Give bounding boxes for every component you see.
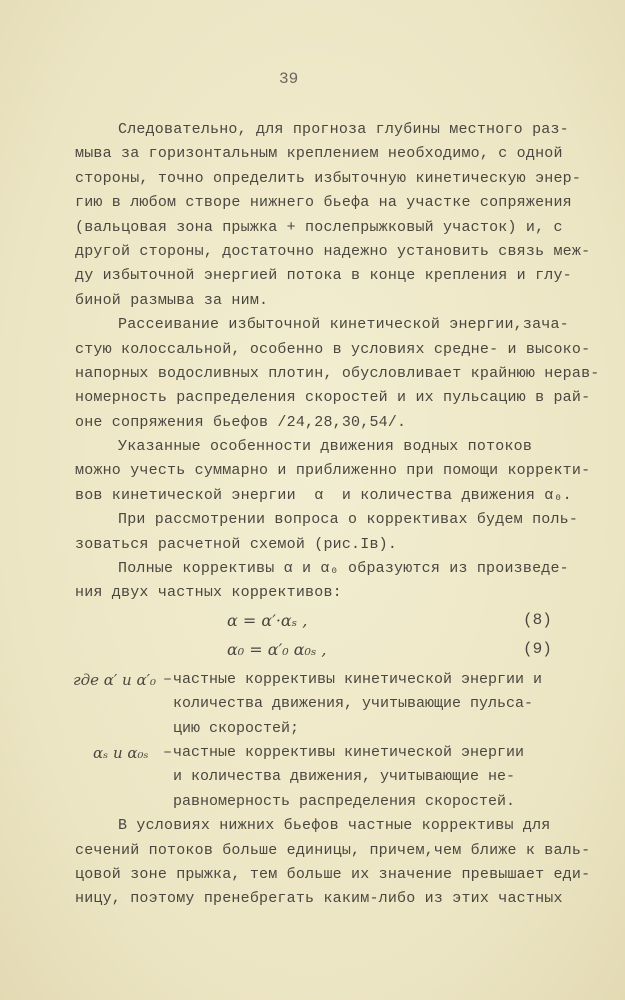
- text-line: стую колоссальной, особенно в условиях средне- и высоко-: [75, 340, 591, 358]
- text-line: При рассмотрении вопроса о коррективах будем поль-: [118, 511, 579, 529]
- definitions-block: [75, 668, 575, 814]
- text-line: ду избыточной энергией потока в конце крепления и глу-: [75, 267, 572, 285]
- text-line: гию в любом створе нижнего бьефа на участке сопряжения: [75, 194, 572, 212]
- page-body: [73, 118, 600, 912]
- text-line: зоваться расчетной схемой (рис.Iв).: [75, 535, 398, 553]
- definition-text: цию скоростей;: [173, 719, 300, 737]
- definition-line: [75, 741, 575, 765]
- definition-line: [75, 717, 575, 741]
- paragraph-block-1: [75, 118, 600, 606]
- definition-symbol: αₛ и α₀ₛ: [93, 743, 149, 762]
- text-line: можно учесть суммарно и приближенно при помощи корректи-: [75, 462, 591, 480]
- text-line: цовой зоне прыжка, тем больше их значение превышает еди-: [75, 865, 591, 883]
- text-line: Указанные особенности движения водных потоков: [118, 438, 533, 456]
- dash: –: [163, 743, 173, 761]
- definition-text: и количества движения, учитывающие не-: [173, 768, 516, 786]
- formula-expression: α₀ = α′₀ α₀ₛ ,: [227, 639, 327, 659]
- formula-number: (8): [523, 610, 552, 629]
- definition-line: [75, 765, 575, 789]
- definition-symbol: где α′ и α′₀: [73, 670, 157, 689]
- text-line: другой стороны, достаточно надежно установить связь меж-: [75, 242, 591, 260]
- dash: –: [163, 670, 173, 688]
- text-line: биной размыва за ним.: [75, 291, 269, 309]
- text-line: Следовательно, для прогноза глубины местного раз-: [118, 121, 569, 138]
- page-number: 39: [279, 70, 299, 88]
- formula-9: [75, 635, 575, 664]
- formula-8: [75, 606, 575, 635]
- definition-text: количества движения, учитывающие пульса-: [173, 695, 534, 713]
- text-line: мыва за горизонтальным креплением необходимо, с одной: [75, 145, 563, 163]
- formula-expression: α = α′·αₛ ,: [227, 610, 308, 630]
- text-line: стороны, точно определить избыточную кинетическую энер-: [75, 169, 582, 187]
- text-line: ния двух частных коррективов:: [75, 584, 342, 602]
- definition-line: [75, 692, 575, 716]
- text-line: Полные коррективы α и α₀ образуются из произведе-: [118, 560, 569, 578]
- text-line: оне сопряжения бьефов /24,28,30,54/.: [75, 413, 407, 431]
- text-line: номерность распределения скоростей и их пульсацию в рай-: [75, 389, 591, 407]
- paragraph-block-2: [75, 814, 591, 912]
- definition-text: равномерность распределения скоростей.: [173, 792, 516, 810]
- text-line: вов кинетической энергии α и количества движения α₀.: [75, 486, 572, 504]
- text-line: В условиях нижних бьефов частные коррективы для: [118, 817, 551, 835]
- text-line: ницу, поэтому пренебрегать каким-либо из этих частных: [75, 890, 563, 908]
- definition-text: частные коррективы кинетической энергии и: [173, 670, 543, 688]
- formula-number: (9): [523, 639, 552, 658]
- text-line: напорных водосливных плотин, обусловливает крайнюю нерав-: [75, 364, 600, 382]
- definition-line: [75, 668, 575, 692]
- text-line: сечений потоков больше единицы, причем,чем ближе к валь-: [75, 841, 591, 859]
- text-line: Рассеивание избыточной кинетической энергии,зача-: [118, 316, 569, 334]
- text-line: (вальцовая зона прыжка + послепрыжковый участок) и, с: [75, 218, 563, 236]
- definition-line: [75, 790, 575, 814]
- definition-text: частные коррективы кинетической энергии: [173, 743, 525, 761]
